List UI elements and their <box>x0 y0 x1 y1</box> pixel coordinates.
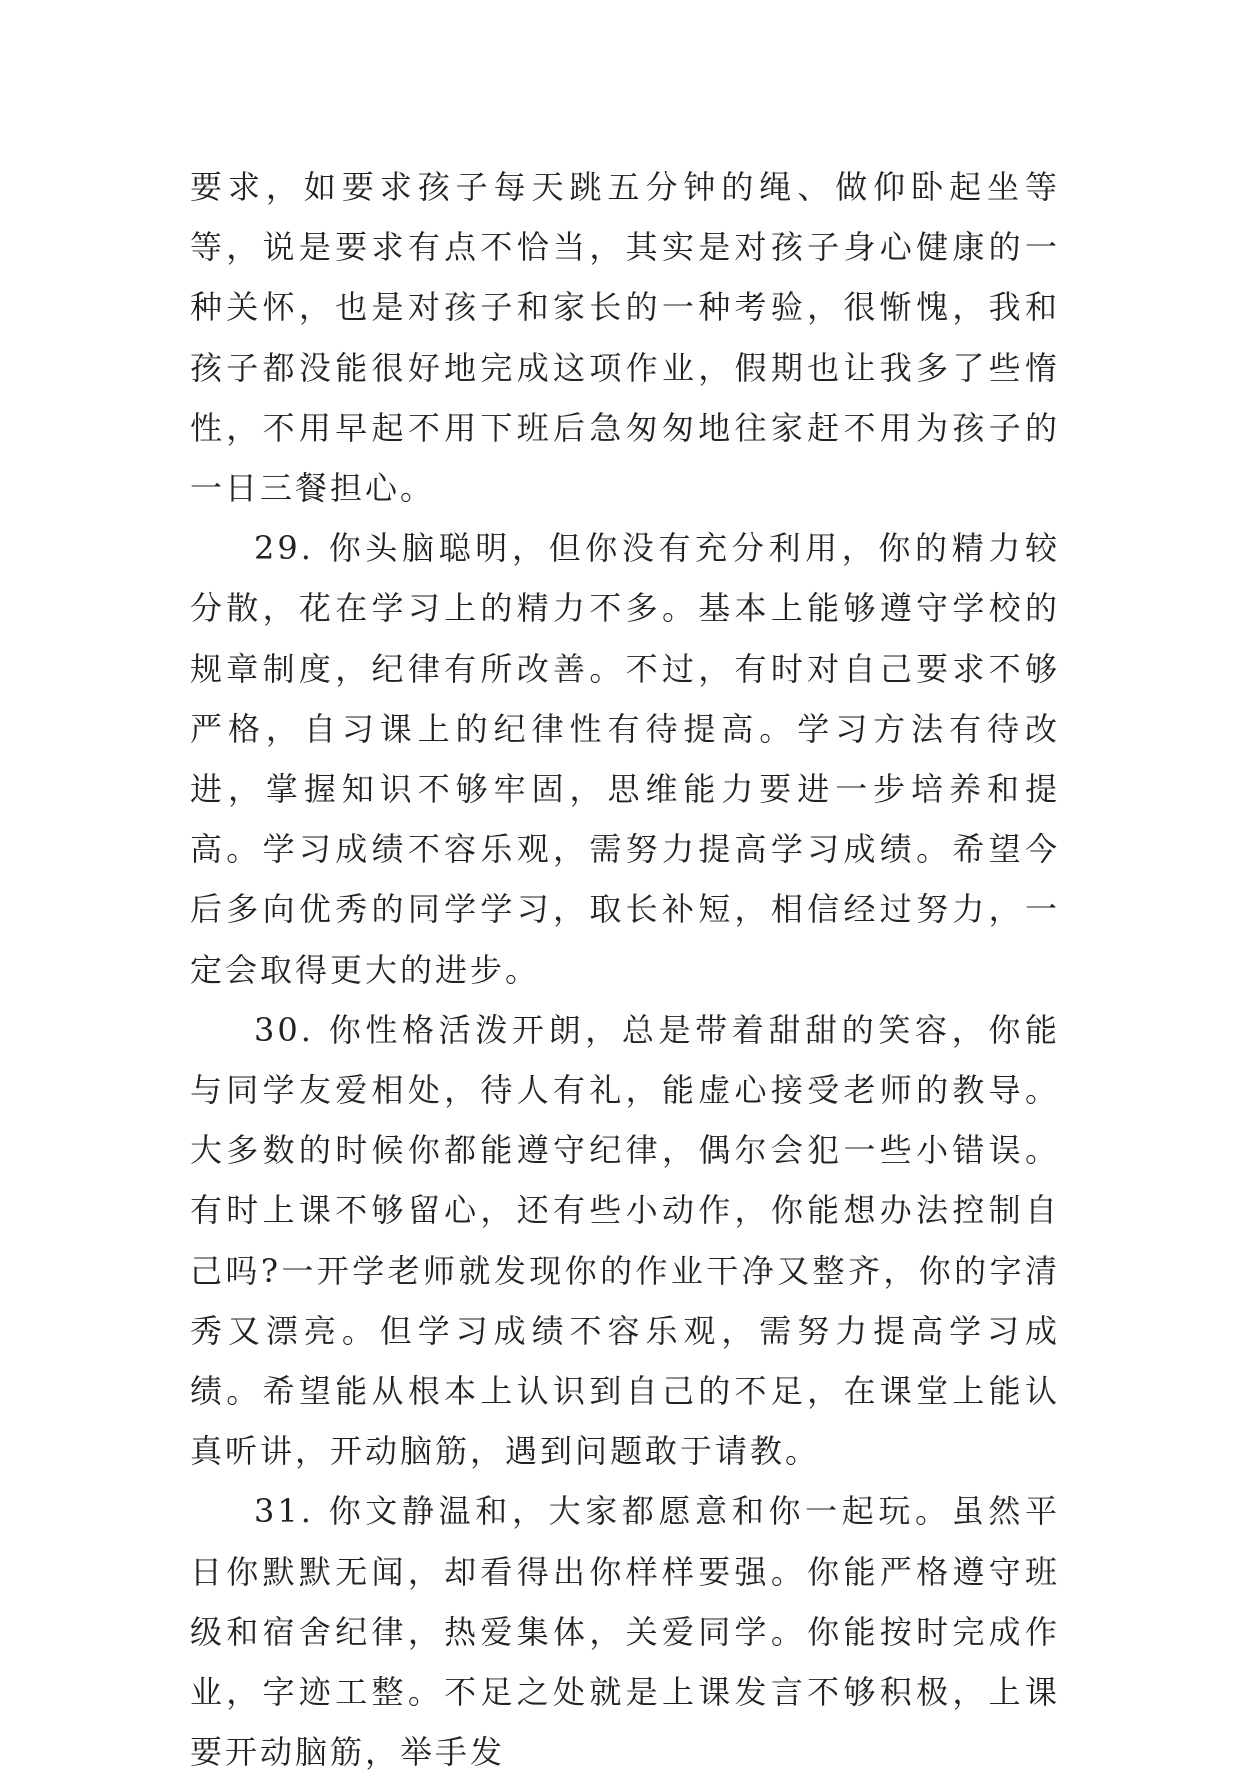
paragraph-29: 29. 你头脑聪明，但你没有充分利用，你的精力较分散，花在学习上的精力不多。基本上能够遵守学校的规章制度，纪律有所改善。不过，有时对自己要求不够严格，自习课上的纪律性有待提高。学习方法有待改进，掌握知识不够牢固，思维能力要进一步培养和提高。学习成绩不容乐观，需努力提高学习成绩。希望今后多向优秀的同学学习，取长补短，相信经过努力，一定会取得更大的进步。 <box>190 529 1060 989</box>
paragraph-28-continuation: 要求，如要求孩子每天跳五分钟的绳、做仰卧起坐等等，说是要求有点不恰当，其实是对孩子身心健康的一种关怀，也是对孩子和家长的一种考验，很惭愧，我和孩子都没能很好地完成这项作业，假期也让我多了些惰性，不用早起不用下班后急匆匆地往家赶不用为孩子的一日三餐担心。 <box>190 168 1060 508</box>
paragraph-31: 31. 你文静温和，大家都愿意和你一起玩。虽然平日你默默无闻，却看得出你样样要强。你能严格遵守班级和宿舍纪律，热爱集体，关爱同学。你能按时完成作业，字迹工整。不足之处就是上课发言不够积极，上课要开动脑筋，举手发 <box>190 1492 1060 1772</box>
paragraph-30: 30. 你性格活泼开朗，总是带着甜甜的笑容，你能与同学友爱相处，待人有礼，能虚心接受老师的教导。大多数的时候你都能遵守纪律，偶尔会犯一些小错误。有时上课不够留心，还有些小动作，你能想办法控制自己吗?一开学老师就发现你的作业干净又整齐，你的字清秀又漂亮。但学习成绩不容乐观，需努力提高学习成绩。希望能从根本上认识到自己的不足，在课堂上能认真听讲，开动脑筋，遇到问题敢于请教。 <box>190 1010 1060 1471</box>
document-body <box>190 157 1060 1782</box>
